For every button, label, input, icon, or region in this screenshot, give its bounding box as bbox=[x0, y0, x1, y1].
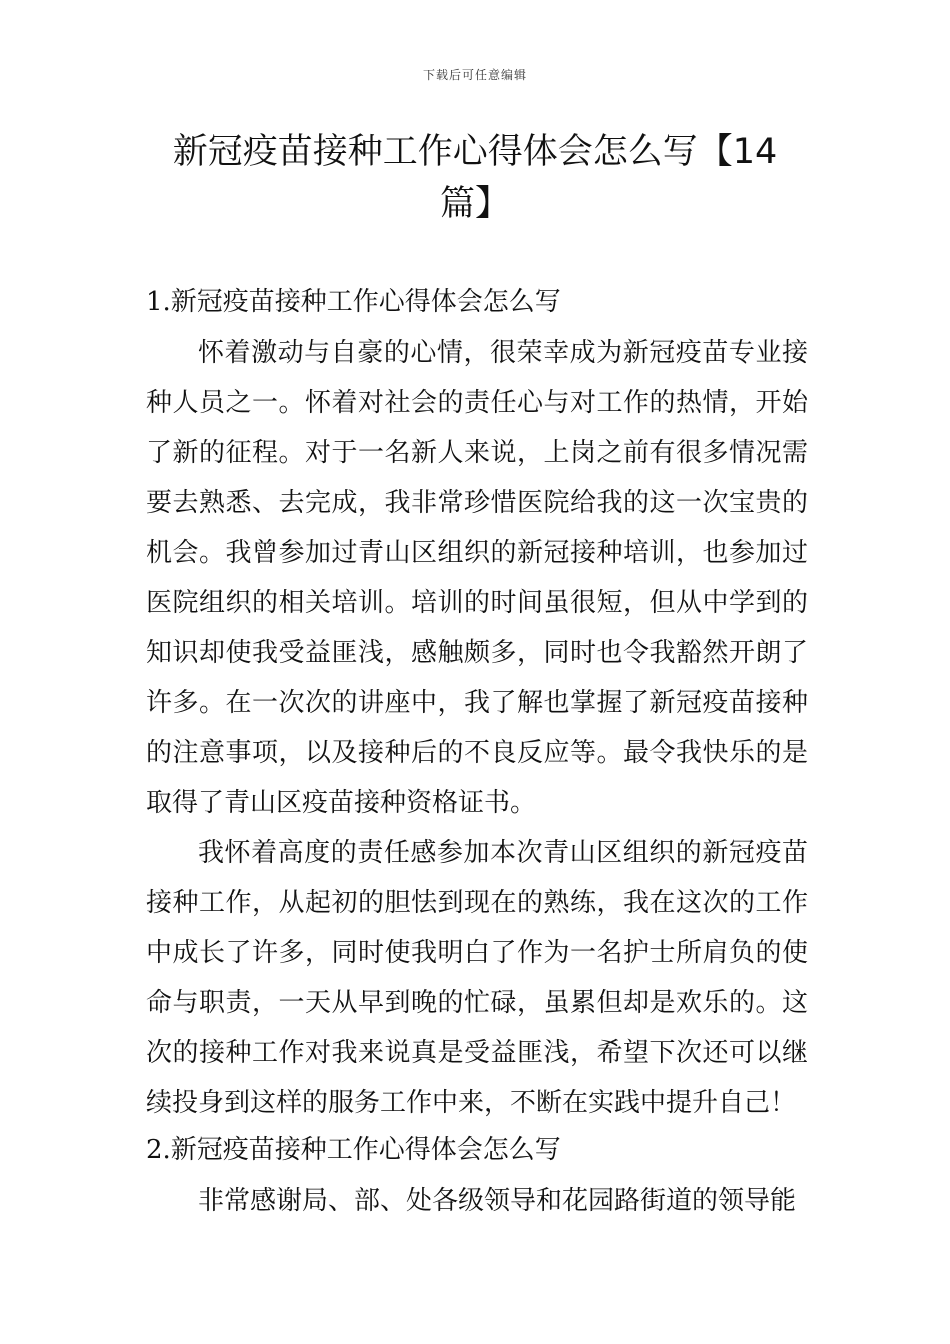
header-note: 下载后可任意编辑 bbox=[422, 68, 527, 82]
section-heading: 2.新冠疫苗接种工作心得体会怎么写 bbox=[146, 1135, 561, 1165]
section-heading: 1.新冠疫苗接种工作心得体会怎么写 bbox=[146, 287, 561, 317]
paragraph: 怀着激动与自豪的心情，很荣幸成为新冠疫苗专业接种人员之一。怀着对社会的责任心与对工作的热情，开始了新的征程。对于一名新人来说，上岗之前有很多情况需要去熟悉、去完成，我非常珍惜医院给我的这一次宝贵的机会。我曾参加过青山区组织的新冠接种培训，也参加过医院组织的相关培训。培训的时间虽很短，但从中学到的知识却使我受益匪浅，感触颇多，同时也令我豁然开朗了许多。在一次次的讲座中，我了解也掌握了新冠疫苗接种的注意事项，以及接种后的不良反应等。最令我快乐的是取得了青山区疫苗接种资格证书。 bbox=[146, 338, 808, 818]
document-title: 新冠疫苗接种工作心得体会怎么写【14篇】 bbox=[172, 132, 778, 224]
paragraph: 我怀着高度的责任感参加本次青山区组织的新冠疫苗接种工作，从起初的胆怯到现在的熟练，我在这次的工作中成长了许多，同时使我明白了作为一名护士所肩负的使命与职责，一天从早到晚的忙碌，虽累但却是欢乐的。这次的接种工作对我来说真是受益匪浅，希望下次还可以继续投身到这样的服务工作中来，不断在实践中提升自己！ bbox=[146, 838, 808, 1118]
document-body bbox=[146, 280, 808, 1226]
paragraph: 非常感谢局、部、处各级领导和花园路街道的领导能 bbox=[198, 1186, 797, 1216]
